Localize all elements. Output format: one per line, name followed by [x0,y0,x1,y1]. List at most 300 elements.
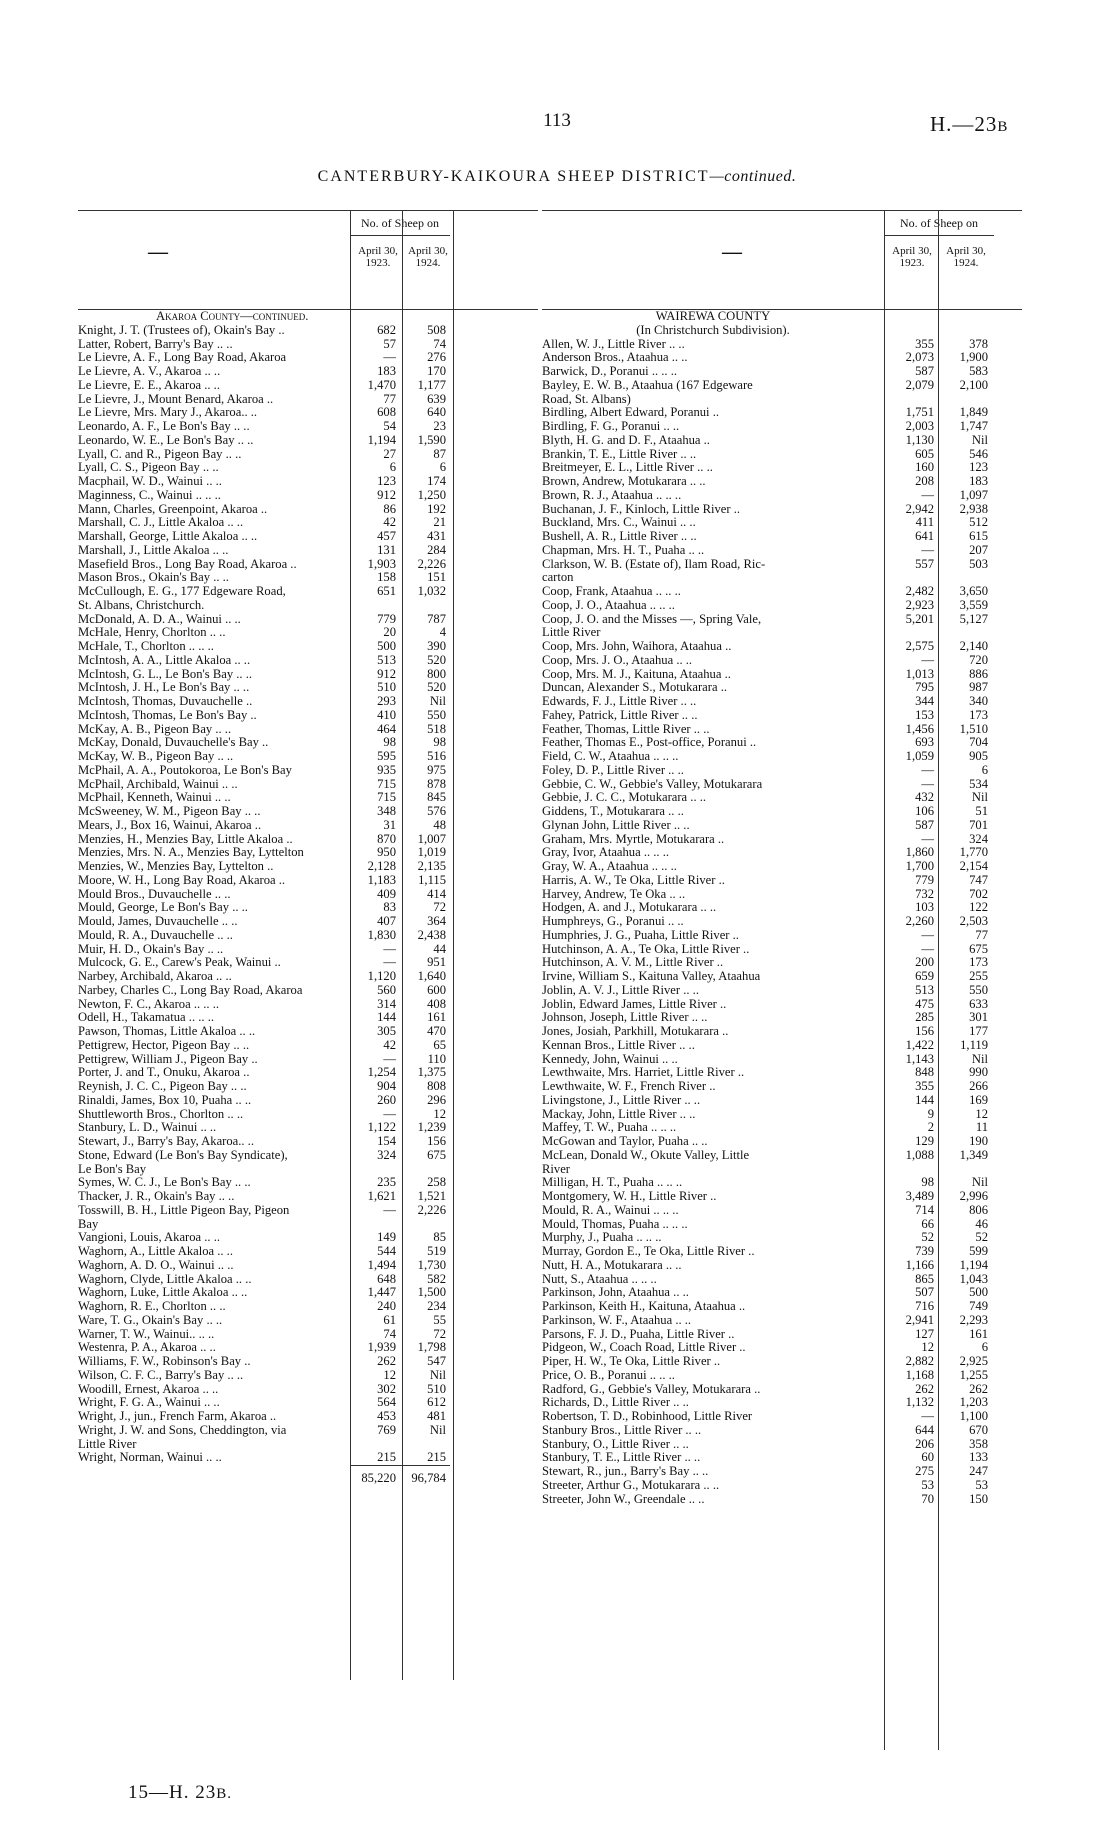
sheep-1924: 258 [427,1175,446,1190]
sheep-1924: 481 [427,1409,446,1423]
owner-name: Coop, J. O. and the Misses —, Spring Vale, [542,611,762,626]
sheep-1924: 1,798 [417,1340,446,1355]
sheep-1923: 1,166 [905,1257,934,1272]
sheep-1924: Nil [971,1051,988,1066]
left-table-row [78,1135,538,1149]
sheep-1924: Nil [429,694,446,708]
owner-name: Piper, H. W., Te Oka, Little River .. [542,1354,721,1368]
owner-name: Coop, Mrs. J. O., Ataahua .. .. [542,652,693,667]
owner-name: Stewart, R., jun., Barry's Bay .. .. [542,1464,709,1478]
sheep-1923: 123 [377,474,396,488]
left-table-row [78,1314,538,1328]
sheep-1923: 513 [377,652,396,667]
sheep-1923: 904 [377,1079,396,1093]
left-table-row [78,516,538,530]
sheep-1924: 65 [433,1037,446,1052]
sheep-1924: 2,938 [959,501,988,516]
sheep-1923: 2,128 [367,859,396,873]
left-col-rule-b [402,210,403,1680]
left-table-row [78,1383,538,1397]
left-table-row [78,1053,538,1067]
sheep-1924: 508 [427,322,446,337]
owner-name: McIntosh, G. L., Le Bon's Bay .. .. [78,666,253,681]
sheep-1923: 716 [915,1299,934,1313]
left-table-row [78,1424,538,1438]
sheep-1923: 912 [377,487,396,502]
sheep-1924: 546 [969,446,988,461]
sheep-1923: 513 [915,982,934,997]
owner-name: McGowan and Taylor, Puaha .. .. [542,1134,708,1148]
sheep-1923: 27 [383,446,396,461]
sheep-1924: 612 [427,1395,446,1410]
sheep-1924: 2,140 [959,639,988,653]
sheep-1924: 1,239 [417,1120,446,1135]
sheep-1924: 1,770 [959,845,988,860]
right-table-row [542,393,1022,407]
sheep-1923: 2,882 [905,1354,934,1368]
sheep-1924: 633 [969,996,988,1011]
owner-name: Parkinson, John, Ataahua .. .. [542,1285,689,1300]
sheep-1923: 1,088 [905,1147,934,1162]
owner-name: Westenra, P. A., Akaroa .. .. [78,1340,216,1355]
left-table-row [78,750,538,764]
sheep-1923: 206 [915,1436,934,1451]
sheep-1923: 1,860 [905,845,934,860]
sheep-1923: 154 [377,1134,396,1148]
left-table-row [78,874,538,888]
sheep-1924: 48 [433,817,446,832]
sheep-1923: 411 [915,515,934,530]
right-header-rule [884,235,994,236]
sheep-1924: 1,100 [959,1409,988,1423]
owner-name: McKay, Donald, Duvauchelle's Bay .. [78,735,269,750]
sheep-1924: 408 [427,996,446,1011]
left-table-row [78,585,538,599]
sheep-1924: 52 [975,1230,988,1245]
sheep-1923: 1,494 [367,1257,396,1272]
sheep-1924: 2,293 [959,1312,988,1327]
owner-name: Bayley, E. W. B., Ataahua (167 Edgeware [542,377,753,392]
sheep-1923: 1,013 [905,666,934,681]
sheep-1923: 348 [377,804,396,818]
owner-name: Wright, F. G. A., Wainui .. .. [78,1395,220,1410]
right-table-row [542,1025,1022,1039]
left-table-row [78,695,538,709]
sheep-1923: 293 [377,694,396,708]
owner-name: Le Bon's Bay [78,1161,147,1176]
sheep-1924: 518 [427,721,446,736]
right-col-rule-a [884,210,885,1750]
sheep-1923: 314 [377,996,396,1011]
sheep-1924: 1,521 [417,1189,446,1203]
right-header-col-1924: April 30, 1924. [946,245,986,269]
left-table-row [78,1176,538,1190]
right-table-row [542,984,1022,998]
owner-name: Coop, Frank, Ataahua .. .. .. [542,584,681,598]
owner-name: Warner, T. W., Wainui.. .. .. [78,1326,215,1341]
sheep-1924: 6 [439,460,446,475]
owner-name: Bay [78,1216,99,1231]
left-table-row [78,558,538,572]
right-table-row [542,778,1022,792]
sheep-1923: 42 [383,515,396,530]
sheep-1923: 779 [377,611,396,626]
left-table-row [78,1066,538,1080]
owner-name: Stanbury, T. E., Little River .. .. [542,1450,701,1465]
sheep-1924: 284 [427,542,446,557]
sheep-1923: 262 [377,1354,396,1368]
right-table-row [542,585,1022,599]
owner-name: Parsons, F. J. D., Puaha, Little River .. [542,1326,735,1341]
left-table-row [78,1300,538,1314]
right-table-row [542,379,1022,393]
owner-name: Mann, Charles, Greenpoint, Akaroa .. [78,501,268,516]
owner-name: Milligan, H. T., Puaha .. .. .. [542,1175,683,1190]
sheep-1923: 2,942 [905,501,934,516]
sheep-1923: — [921,487,934,502]
owner-name: Bushell, A. R., Little River .. .. [542,529,697,543]
sheep-1923: 595 [377,749,396,763]
sheep-1923: 1,194 [367,432,396,447]
owner-name: Edwards, F. J., Little River .. .. [542,694,697,708]
left-col-rule-a [350,210,351,1680]
sheep-1923: 453 [377,1409,396,1423]
owner-name: Waghorn, A., Little Akaloa .. .. [78,1244,233,1258]
owner-name: Mould, R. A., Wainui .. .. .. [542,1202,679,1217]
sheep-1924: 87 [433,446,446,461]
sheep-1923: 144 [915,1092,934,1107]
left-table-row [78,530,538,544]
sheep-1924: 11 [975,1120,988,1135]
sheep-1924: Nil [429,1367,446,1382]
owner-name: Birdling, F. G., Poranui .. .. [542,419,680,433]
sheep-1924: 582 [427,1271,446,1286]
sheep-1924: 800 [427,666,446,681]
sheep-1924: 1,510 [959,721,988,736]
owner-name: Le Lievre, A. V., Akaroa .. .. [78,364,221,378]
left-table-row [78,365,538,379]
sheep-1924: 21 [433,515,446,530]
sheep-1924: 720 [969,652,988,667]
sheep-1923: 106 [915,804,934,818]
owner-name: Latter, Robert, Barry's Bay .. .. [78,336,233,351]
right-table-row [542,1094,1022,1108]
document-id-suffix: B [997,119,1009,135]
right-table-row [542,709,1022,723]
sheep-1924: 806 [969,1202,988,1217]
right-table-row [542,819,1022,833]
sheep-1923: 260 [377,1092,396,1107]
owner-name: Irvine, William S., Kaituna Valley, Ataahua [542,969,761,983]
sheep-1924: 190 [969,1134,988,1148]
left-table-row [78,640,538,654]
sheep-1923: 144 [377,1010,396,1025]
left-table-row [78,668,538,682]
left-table-row [78,915,538,929]
owner-name: Streeter, John W., Greendale .. .. [542,1491,705,1506]
left-table-row [78,654,538,668]
sheep-1924: 519 [427,1244,446,1258]
sheep-1924: 1,730 [417,1257,446,1272]
sheep-1923: 262 [915,1381,934,1396]
owner-name: Mould, R. A., Duvauchelle .. .. [78,927,233,942]
left-table-row [78,1286,538,1300]
left-table-row [78,833,538,847]
owner-name: Little River [78,1436,137,1451]
sheep-1924: 110 [427,1051,446,1066]
sheep-1923: 475 [915,996,934,1011]
owner-name: Mould, James, Duvauchelle .. .. [78,914,238,928]
right-table-row [542,846,1022,860]
right-table-row [542,489,1022,503]
right-table-row [542,1149,1022,1163]
right-table-row [542,874,1022,888]
sheep-1923: 1,183 [367,872,396,887]
owner-name: Masefield Bros., Long Bay Road, Akaroa .. [78,556,297,571]
sheep-1924: 23 [433,419,446,433]
sheep-1924: 414 [427,886,446,901]
owner-name: Richards, D., Little River .. .. [542,1395,689,1410]
sheep-1923: 103 [915,900,934,915]
sheep-1924: 808 [427,1079,446,1093]
sheep-1924: 215 [427,1450,446,1465]
owner-name: Hutchinson, A. V. M., Little River .. [542,955,724,970]
owner-name: Stone, Edward (Le Bon's Bay Syndicate), [78,1147,288,1162]
sheep-1924: 173 [969,955,988,970]
sheep-1923: 587 [915,364,934,378]
sheep-1924: 3,650 [959,584,988,598]
page-number: 113 [543,110,571,131]
sheep-1923: 464 [377,721,396,736]
sheep-1924: 845 [427,790,446,805]
sheep-1924: 1,640 [417,969,446,983]
left-total-1924: 96,784 [411,1471,446,1485]
right-table-row [542,956,1022,970]
sheep-1923: 1,059 [905,749,934,763]
sheep-1924: 1,900 [959,350,988,365]
sheep-1924: 615 [969,529,988,543]
right-table-row [542,695,1022,709]
sheep-1924: 85 [433,1230,446,1245]
sheep-1924: 583 [969,364,988,378]
sheep-1924: 547 [427,1354,446,1368]
left-table-row [78,888,538,902]
sheep-1924: 1,194 [959,1257,988,1272]
sheep-1924: 72 [433,1326,446,1341]
sheep-1924: 55 [433,1312,446,1327]
sheep-1923: 53 [921,1477,934,1492]
left-table-row [78,970,538,984]
owner-name: Narbey, Charles C., Long Bay Road, Akaroa [78,982,303,997]
right-table-row [542,1245,1022,1259]
owner-name: Lewthwaite, W. F., French River .. [542,1079,716,1093]
sheep-1924: 2,996 [959,1189,988,1203]
sheep-1924: 255 [969,969,988,983]
owner-name: Clarkson, W. B. (Estate of), Ilam Road, Ric- [542,556,766,571]
sheep-1923: 1,130 [905,432,934,447]
owner-name: Thacker, J. R., Okain's Bay .. .. [78,1189,235,1203]
sheep-1923: 1,143 [905,1051,934,1066]
left-table-row [78,1341,538,1355]
sheep-1923: — [383,350,396,365]
owner-name: Pettigrew, Hector, Pigeon Bay .. .. [78,1037,250,1052]
owner-name: Hutchinson, A. A., Te Oka, Little River .. [542,941,750,956]
left-table-row [78,791,538,805]
sheep-1923: 1,903 [367,556,396,571]
sheep-1923: 1,132 [905,1395,934,1410]
right-section-heading [542,310,1022,324]
right-table-row [542,833,1022,847]
sheep-1924: 6 [981,762,988,777]
sheep-1924: 266 [969,1079,988,1093]
sheep-1924: Nil [971,432,988,447]
footer-mark [128,1782,232,1804]
left-table-row [78,475,538,489]
sheep-1923: — [921,652,934,667]
owner-name: Leonardo, A. F., Le Bon's Bay .. .. [78,419,250,433]
owner-name: Brankin, T. E., Little River .. .. [542,446,697,461]
sheep-1923: 715 [377,790,396,805]
owner-name: Mackay, John, Little River .. .. [542,1106,696,1121]
owner-name: carton [542,570,574,585]
sheep-1923: 560 [377,982,396,997]
left-table-row [78,1204,538,1218]
left-table-row [78,1025,538,1039]
right-table-row [542,1218,1022,1232]
sheep-1924: 987 [969,680,988,695]
sheep-1923: 409 [377,886,396,901]
sheep-1924: 161 [969,1326,988,1341]
right-header-sheep-label: No. of Sheep on [900,216,978,230]
left-table-row [78,1039,538,1053]
sheep-1923: 52 [921,1230,934,1245]
owner-name: Blyth, H. G. and D. F., Ataahua .. [542,432,710,447]
left-table-row [78,778,538,792]
owner-name: Robertson, T. D., Robinhood, Little River [542,1409,753,1423]
sheep-1923: — [921,941,934,956]
owner-name: Odell, H., Takamatua .. .. .. [78,1010,214,1025]
sheep-1923: 432 [915,790,934,805]
right-table-row [542,448,1022,462]
left-header-col-1923: April 30, 1923. [358,245,398,269]
sheep-1924: 670 [969,1422,988,1437]
sheep-1924: 390 [427,639,446,653]
right-table-row [542,736,1022,750]
sheep-1923: 183 [377,364,396,378]
sheep-1923: — [921,762,934,777]
sheep-1924: 44 [433,941,446,956]
owner-name: St. Albans, Christchurch. [78,597,205,612]
left-table-row [78,448,538,462]
sheep-1924: 1,032 [417,584,446,598]
sheep-1924: 133 [969,1450,988,1465]
owner-name: Marshall, J., Little Akaloa .. .. [78,542,229,557]
sheep-1923: 77 [383,391,396,406]
owner-name: Leonardo, W. E., Le Bon's Bay .. .. [78,432,254,447]
sheep-1923: 407 [377,914,396,928]
sheep-1923: 98 [921,1175,934,1190]
sheep-1923: 648 [377,1271,396,1286]
left-table-row [78,819,538,833]
owner-name: Brown, R. J., Ataahua .. .. .. [542,487,682,502]
owner-name: Maginness, C., Wainui .. .. .. [78,487,221,502]
sheep-1923: 160 [915,460,934,475]
owner-name: Stewart, J., Barry's Bay, Akaroa.. .. [78,1134,254,1148]
sheep-1923: 544 [377,1244,396,1258]
owner-name: Duncan, Alexander S., Motukarara .. [542,680,728,695]
sheep-1924: 1,349 [959,1147,988,1162]
sheep-1924: 5,127 [959,611,988,626]
right-table-row [542,888,1022,902]
sheep-1924: 520 [427,680,446,695]
owner-name: Stanbury, L. D., Wainui .. .. [78,1120,217,1135]
owner-name: McSweeney, W. M., Pigeon Bay .. .. [78,804,261,818]
owner-name: Waghorn, R. E., Chorlton .. .. [78,1299,226,1313]
left-heading-text: Akaroa County—continued. [156,309,309,323]
owner-name: Wright, J., jun., French Farm, Akaroa .. [78,1409,277,1423]
sheep-1924: 1,590 [417,432,446,447]
sheep-1923: 1,751 [905,405,934,420]
sheep-1924: 787 [427,611,446,626]
sheep-1923: 240 [377,1299,396,1313]
sheep-1924: 1,500 [417,1285,446,1300]
right-table-row [542,613,1022,627]
owner-name: Pawson, Thomas, Little Akaloa .. .. [78,1024,256,1038]
owner-name: Ware, T. G., Okain's Bay .. .. [78,1312,223,1327]
sheep-1924: 975 [427,762,446,777]
owner-name: McCullough, E. G., 177 Edgeware Road, [78,584,286,598]
sheep-1923: 74 [383,1326,396,1341]
owner-name: Waghorn, Clyde, Little Akaloa .. .. [78,1271,252,1286]
left-table-row [78,1011,538,1025]
right-header-col-1923: April 30, 1923. [892,245,932,269]
owner-name: Gray, W. A., Ataahua .. .. .. [542,859,677,873]
sheep-1924: 169 [969,1092,988,1107]
right-table-row [542,668,1022,682]
sheep-1924: Nil [971,1175,988,1190]
sheep-1924: 2,438 [417,927,446,942]
sheep-1923: 715 [377,776,396,791]
owner-name: Coop, Mrs. John, Waihora, Ataahua .. [542,639,732,653]
right-subheading-text: (In Christchurch Subdivision). [636,322,790,337]
left-table-row [78,1121,538,1135]
right-table-row [542,434,1022,448]
sheep-1923: 12 [383,1367,396,1382]
left-table-row [78,1094,538,1108]
left-table-row [78,461,538,475]
right-table-row [542,1410,1022,1424]
right-table-row [542,1424,1022,1438]
sheep-1923: 57 [383,336,396,351]
left-table-row [78,1218,538,1232]
sheep-1924: 1,119 [960,1037,988,1052]
owner-name: Menzies, W., Menzies Bay, Lyttelton .. [78,859,274,873]
sheep-1923: 714 [915,1202,934,1217]
left-table-row [78,489,538,503]
right-table-row [542,805,1022,819]
owner-name: Menzies, Mrs. N. A., Menzies Bay, Lyttelton [78,845,304,860]
owner-name: Mould, George, Le Bon's Bay .. .. [78,900,248,915]
left-table-row [78,434,538,448]
sheep-1924: 247 [969,1464,988,1478]
footer-mark-suffix: B. [216,1786,232,1802]
sheep-1923: 500 [377,639,396,653]
sheep-1924: 512 [969,515,988,530]
right-table-row [542,723,1022,737]
owner-name: McIntosh, J. H., Le Bon's Bay .. .. [78,680,250,695]
left-table-row [78,1273,538,1287]
sheep-1923: 131 [377,542,396,557]
